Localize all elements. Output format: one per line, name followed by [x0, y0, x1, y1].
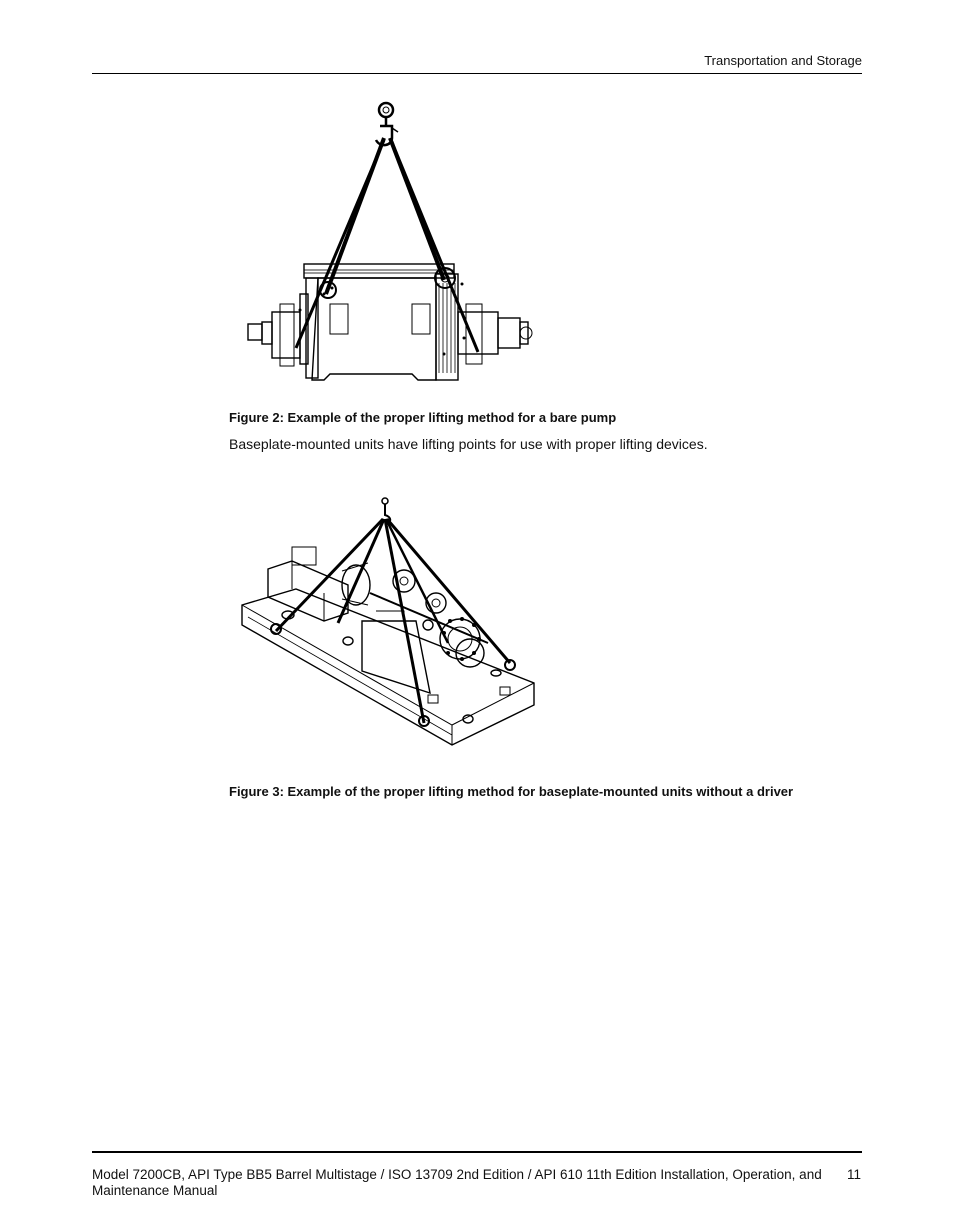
figure-3-baseplate-illustration — [238, 493, 540, 755]
figure-2-bare-pump-illustration — [240, 98, 550, 388]
footer-manual-title: Model 7200CB, API Type BB5 Barrel Multistage / ISO 13709 2nd Edition / API 610 11th Edition Installation, Operation, and Maintenance Manual — [92, 1167, 822, 1198]
body-paragraph: Baseplate-mounted units have lifting points for use with proper lifting devices. — [229, 436, 708, 452]
running-header: Transportation and Storage — [704, 53, 862, 68]
figure-3-caption: Figure 3: Example of the proper lifting method for baseplate-mounted units without a driver — [229, 784, 794, 799]
header-divider — [92, 73, 862, 74]
footer-divider — [92, 1151, 862, 1153]
page-number: 11 — [846, 1167, 861, 1182]
figure-2-caption: Figure 2: Example of the proper lifting method for a bare pump — [229, 410, 617, 425]
